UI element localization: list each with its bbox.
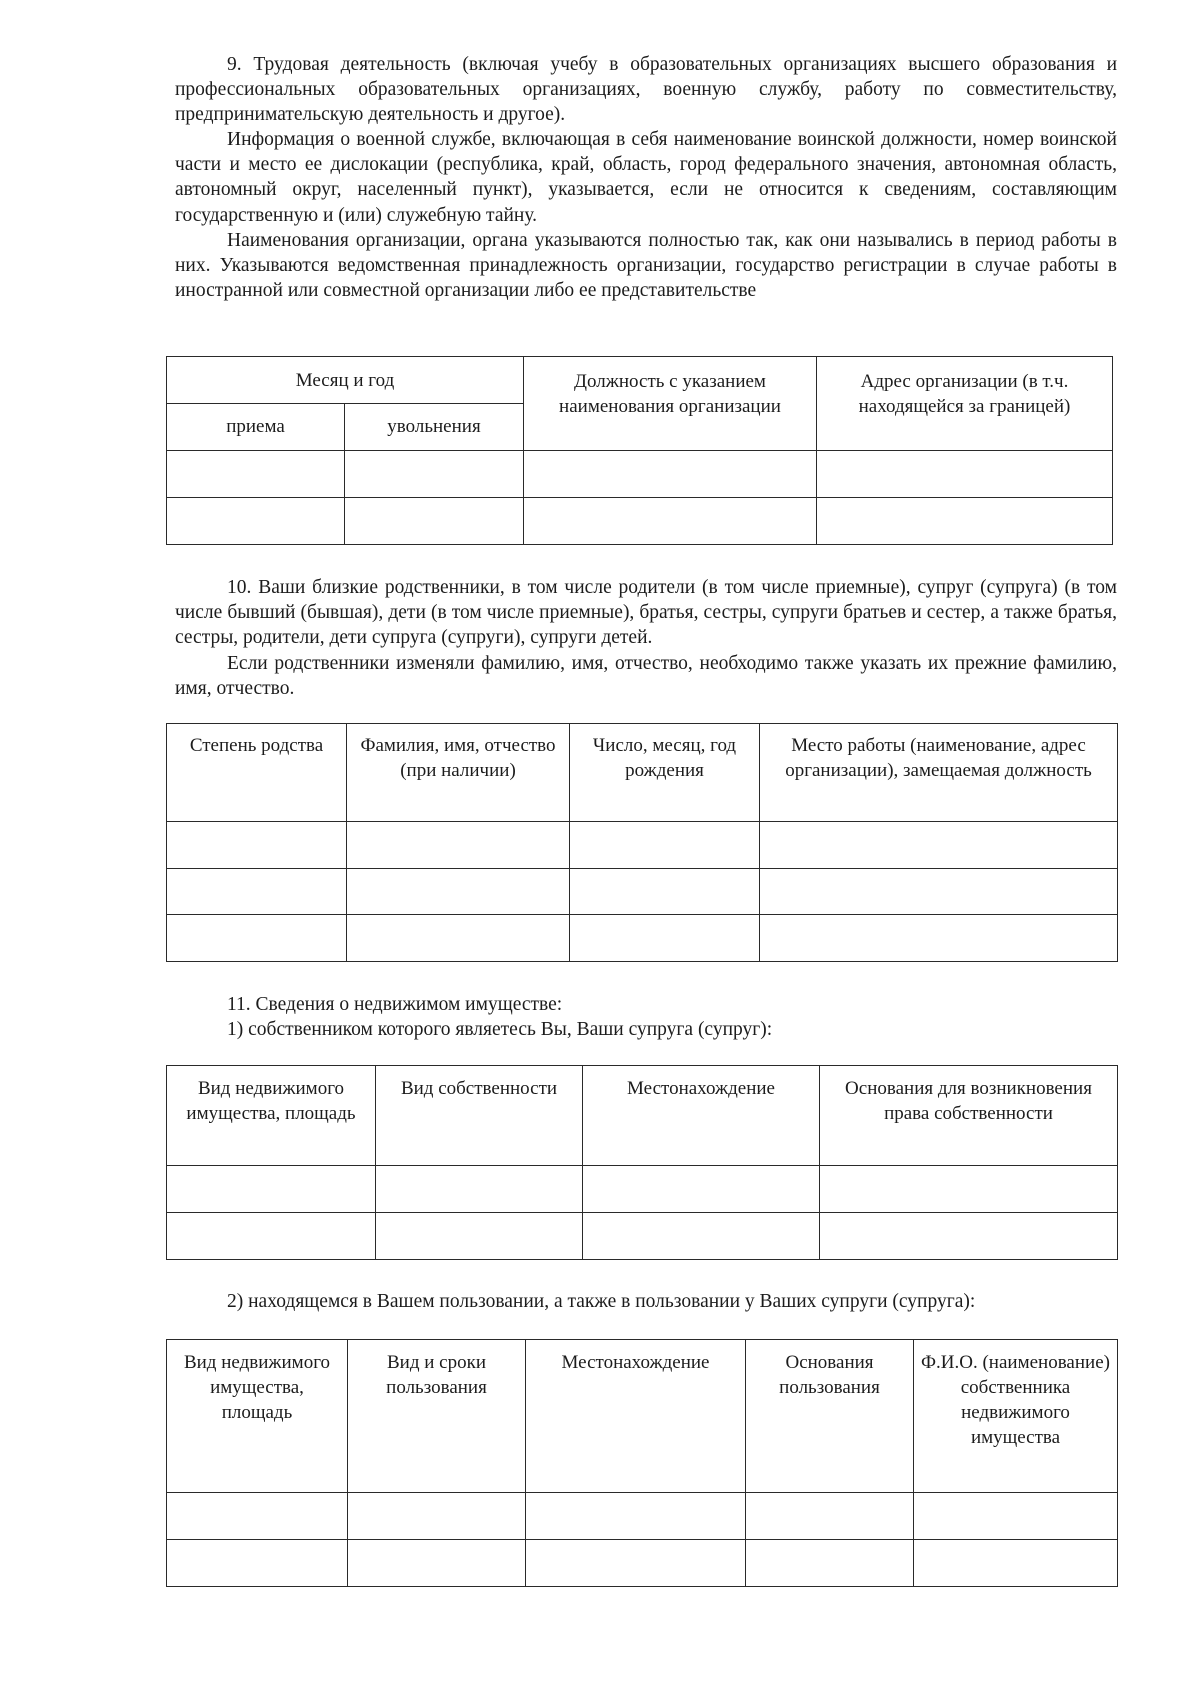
input-cell[interactable] [167, 1213, 376, 1260]
header-location: Местонахождение [583, 1066, 820, 1166]
table-row [167, 822, 1118, 869]
input-cell[interactable] [760, 822, 1118, 869]
input-cell[interactable] [167, 498, 345, 545]
input-cell[interactable] [817, 498, 1113, 545]
input-cell[interactable] [583, 1213, 820, 1260]
header-address: Адрес организации (в т.ч. находящейся за границей) [817, 357, 1113, 451]
header-fullname: Фамилия, имя, отчество (при наличии) [347, 724, 570, 822]
input-cell[interactable] [167, 1166, 376, 1213]
section11-subtitle-2: 2) находящемся в Вашем пользовании, а также в пользовании у Ваших супруги (супруга): [227, 1291, 976, 1312]
input-cell[interactable] [760, 915, 1118, 962]
table-row [167, 498, 1113, 545]
relatives-table [166, 723, 1118, 962]
section10-paragraph-1: 10. Ваши близкие родственники, в том числе родители (в том числе приемные), супруг (супруга) (в том числе бывший (бывшая), дети (в том числе приемные), братья, сестры, супруги братьев и сестер, а также братья, сестры, родители, дети супруга (супруги), супруги детей. [175, 577, 1117, 649]
header-dismissal: увольнения [345, 404, 524, 451]
table-row [167, 869, 1118, 915]
input-cell[interactable] [347, 915, 570, 962]
used-property-table [166, 1339, 1118, 1587]
header-usage-grounds: Основания пользования [746, 1340, 914, 1493]
input-cell[interactable] [760, 869, 1118, 915]
table-row [167, 1213, 1118, 1260]
header-property-type: Вид недвижимого имущества, площадь [167, 1066, 376, 1166]
input-cell[interactable] [820, 1166, 1118, 1213]
section11-subtitle-1: 1) собственником которого являетесь Вы, Ваши супруга (супруг): [227, 1019, 773, 1040]
input-cell[interactable] [167, 822, 347, 869]
input-cell[interactable] [345, 498, 524, 545]
section10-paragraph-2: Если родственники изменяли фамилию, имя, отчество, необходимо также указать их прежние фамилию, имя, отчество. [175, 653, 1117, 700]
input-cell[interactable] [526, 1493, 746, 1540]
input-cell[interactable] [914, 1540, 1118, 1587]
header-kinship: Степень родства [167, 724, 347, 822]
input-cell[interactable] [167, 1493, 348, 1540]
input-cell[interactable] [570, 915, 760, 962]
section9-paragraph-3: Наименования организации, органа указываются полностью так, как они назывались в период работы в них. Указываются ведомственная принадлежность организации, государство регистрации в случае работы в иностранной или совместной организации либо ее представительстве [175, 230, 1117, 302]
header-month-year: Месяц и год [167, 357, 524, 404]
header-usage-terms: Вид и сроки пользования [348, 1340, 526, 1493]
header-birthdate: Число, месяц, год рождения [570, 724, 760, 822]
header-ownership-type: Вид собственности [376, 1066, 583, 1166]
input-cell[interactable] [817, 451, 1113, 498]
section9-paragraph-2: Информация о военной службе, включающая в себя наименование воинской должности, номер воинской части и место ее дислокации (республика, край, область, город федерального значения, автономная область, автономный округ, населенный пункт), указывается, если не относится к сведениям, составляющим государственную и (или) служебную тайну. [175, 129, 1117, 226]
input-cell[interactable] [348, 1493, 526, 1540]
input-cell[interactable] [376, 1213, 583, 1260]
header-location: Местонахождение [526, 1340, 746, 1493]
input-cell[interactable] [746, 1540, 914, 1587]
owned-property-table [166, 1065, 1118, 1260]
input-cell[interactable] [526, 1540, 746, 1587]
input-cell[interactable] [347, 869, 570, 915]
employment-table [166, 356, 1113, 545]
header-ownership-grounds: Основания для возникновения права собственности [820, 1066, 1118, 1166]
input-cell[interactable] [570, 869, 760, 915]
header-property-type: Вид недвижимого имущества, площадь [167, 1340, 348, 1493]
table-row [167, 451, 1113, 498]
input-cell[interactable] [376, 1166, 583, 1213]
section9-paragraph-1: 9. Трудовая деятельность (включая учебу в образовательных организациях высшего образования и профессиональных образовательных организациях, военную службу, работу по совместительству, предпринимательскую деятельность и другое). [175, 54, 1117, 126]
input-cell[interactable] [583, 1166, 820, 1213]
input-cell[interactable] [167, 1540, 348, 1587]
input-cell[interactable] [820, 1213, 1118, 1260]
input-cell[interactable] [347, 822, 570, 869]
header-workplace: Место работы (наименование, адрес организации), замещаемая должность [760, 724, 1118, 822]
section11-title: 11. Сведения о недвижимом имуществе: [227, 994, 563, 1015]
input-cell[interactable] [348, 1540, 526, 1587]
input-cell[interactable] [570, 822, 760, 869]
table-row [167, 1166, 1118, 1213]
header-owner-name: Ф.И.О. (наименование) собственника недвижимого имущества [914, 1340, 1118, 1493]
table-row [167, 915, 1118, 962]
input-cell[interactable] [167, 869, 347, 915]
header-position: Должность с указанием наименования организации [524, 357, 817, 451]
header-hire: приема [167, 404, 345, 451]
input-cell[interactable] [914, 1493, 1118, 1540]
input-cell[interactable] [167, 915, 347, 962]
input-cell[interactable] [524, 451, 817, 498]
input-cell[interactable] [524, 498, 817, 545]
table-row [167, 1540, 1118, 1587]
input-cell[interactable] [345, 451, 524, 498]
input-cell[interactable] [167, 451, 345, 498]
input-cell[interactable] [746, 1493, 914, 1540]
table-row [167, 1493, 1118, 1540]
